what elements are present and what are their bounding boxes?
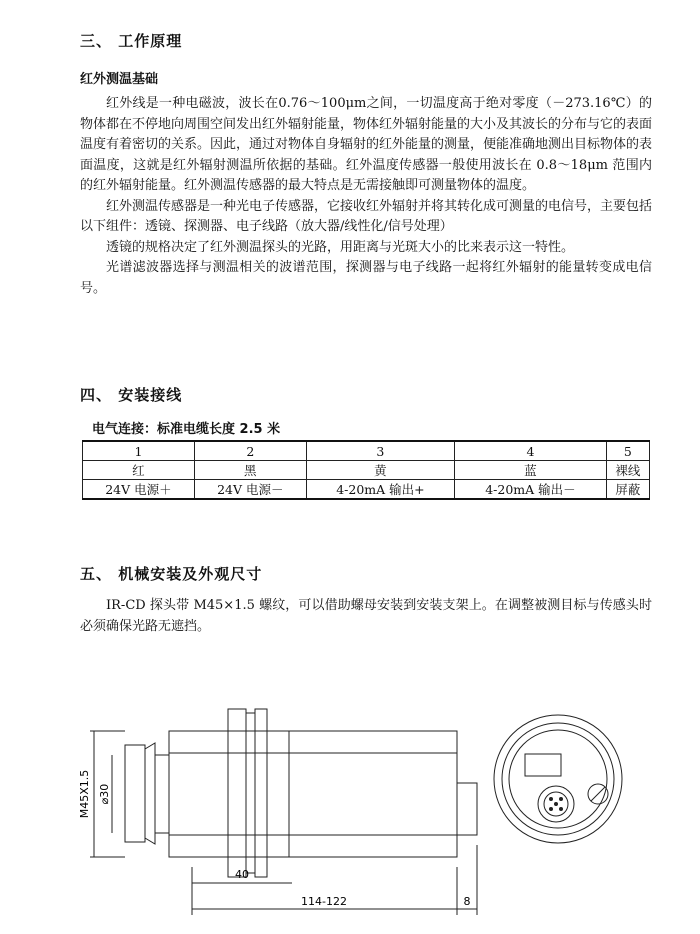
paragraph: 红外测温传感器是一种光电子传感器，它接收红外辐射并将其转化成可测量的电信号，主要包括以下组件：透镜、探测器、电子线路（放大器/线性化/信号处理）: [80, 198, 653, 234]
table-row: [83, 441, 650, 461]
wire-color: 裸线: [606, 461, 649, 480]
body-front: [169, 731, 289, 857]
section-3-subheading: 红外测温基础: [80, 72, 159, 87]
wiring-table: [82, 440, 650, 500]
paragraph: 透镜的规格决定了红外测温探头的光路，用距离与光斑大小的比来表示这一特性。: [106, 239, 575, 255]
section-5-body: [80, 596, 652, 637]
connector: [457, 783, 477, 835]
section-5-heading: 五、 机械安装及外观尺寸: [80, 565, 263, 583]
pin-number: 4: [455, 441, 607, 461]
pin-number: 2: [194, 441, 306, 461]
wire-color: 黑: [194, 461, 306, 480]
wire-function: 24V 电源＋: [83, 480, 195, 500]
table-row: [83, 461, 650, 480]
section-3-heading: 三、 工作原理: [80, 32, 183, 50]
wire-color: 红: [83, 461, 195, 480]
wire-color: 蓝: [455, 461, 607, 480]
diameter-label: ⌀30: [98, 783, 111, 805]
body-rear: [267, 731, 457, 857]
wire-function: 屏蔽: [606, 480, 649, 500]
thread-taper: [145, 743, 155, 844]
wire-color: 黄: [306, 461, 454, 480]
wire-function: 24V 电源－: [194, 480, 306, 500]
nut-2: [246, 713, 255, 873]
dimension-8: 8: [463, 895, 471, 908]
thread-front: [125, 745, 145, 842]
paragraph: 红外线是一种电磁波，波长在0.76～100μm之间，一切温度高于绝对零度（－273.16℃）的物体都在不停地向周围空间发出红外辐射能量，物体红外辐射能量的大小及其波长的分布与它的表面温度有着密切的关系。因此，通过对物体自身辐射的红外能量的测量，便能准确地测出目标物体的表面温度，这就是红外辐射测温所依据的基础。红外温度传感器一般使用波长在 0.8～18μm 范围内的红外辐射能量。红外测温传感器的最大特点是无需接触即可测量物体的温度。: [80, 96, 653, 193]
thread-dimension-label: M45X1.5: [78, 769, 91, 819]
dimension-total-length: 114-122: [301, 895, 347, 908]
dimension-40: 40: [235, 868, 249, 881]
pin-number: 5: [606, 441, 649, 461]
paragraph: 光谱滤波器选择与测温相关的波谱范围，探测器与电子线路一起将红外辐射的能量转变成电信号。: [80, 260, 652, 296]
nut-3: [255, 709, 267, 877]
paragraph: IR-CD 探头带 M45×1.5 螺纹，可以借助螺母安装到安装支架上。在调整被测目标与传感头时必须确保光路无遮挡。: [80, 598, 652, 634]
end-view-outer: [494, 715, 622, 843]
mechanical-drawing: [70, 695, 650, 925]
lens-ring: [155, 755, 169, 833]
table-row: [83, 480, 650, 500]
wire-function: 4-20mA 输出－: [455, 480, 607, 500]
section-4-heading: 四、 安装接线: [80, 386, 183, 404]
cable-length-note: 电气连接：标准电缆长度 2.5 米: [92, 422, 281, 437]
pin-number: 1: [83, 441, 195, 461]
nut-1: [228, 709, 246, 877]
display-window: [525, 754, 561, 776]
pin-number: 3: [306, 441, 454, 461]
section-3-body: [80, 94, 652, 299]
wire-function: 4-20mA 输出+: [306, 480, 454, 500]
